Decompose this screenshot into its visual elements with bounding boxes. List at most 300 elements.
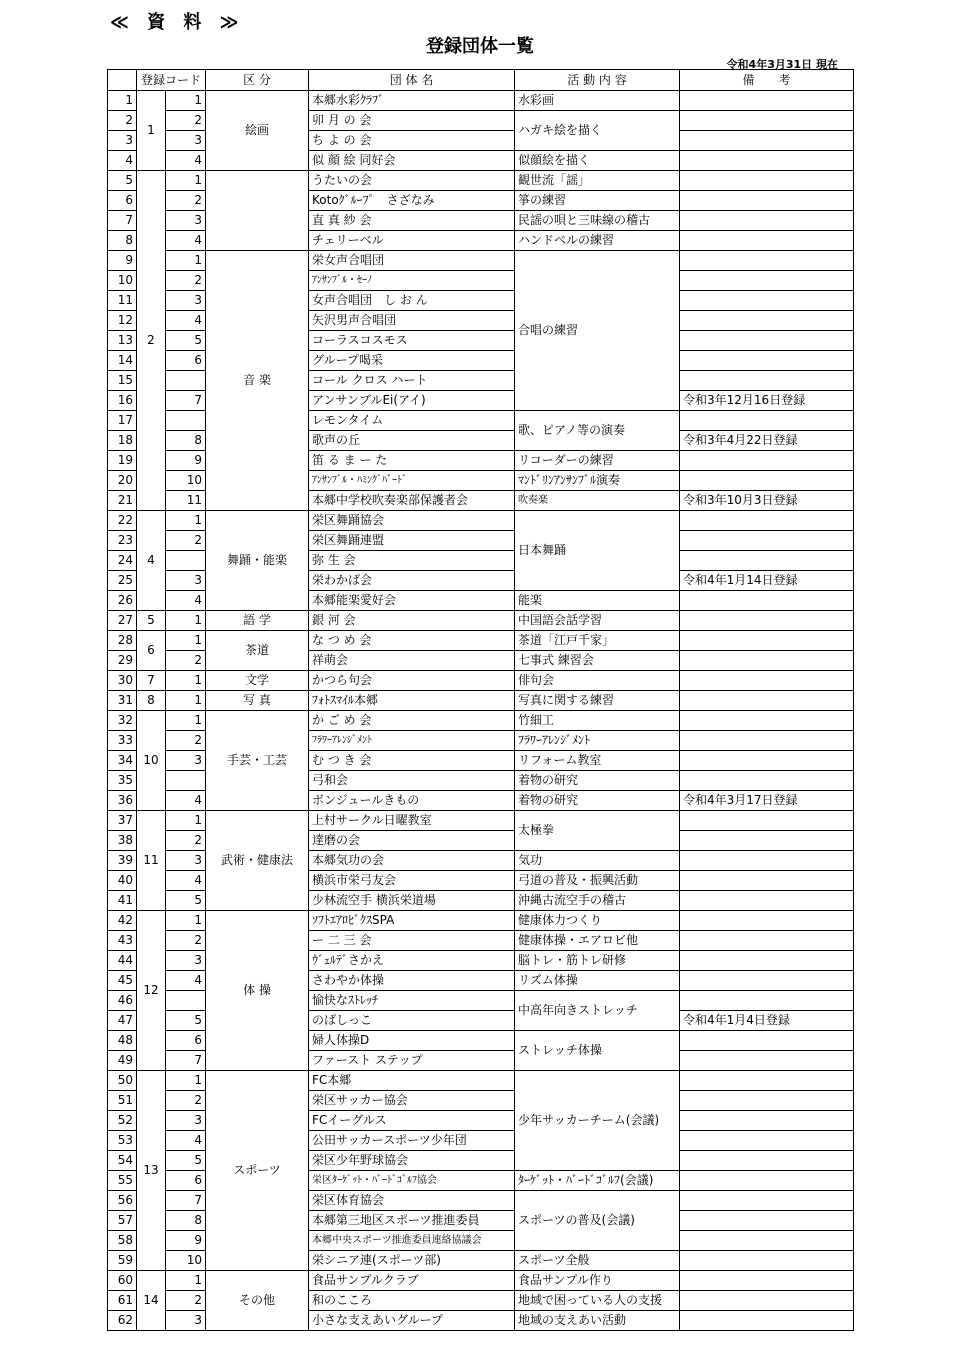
row-number: 49 [108,1051,137,1071]
sub-code: 3 [166,751,206,771]
table-row [108,91,854,111]
row-number: 6 [108,191,137,211]
table-row [108,711,854,731]
sub-code: 2 [166,531,206,551]
group-name: ﾌｫﾄｽﾏｲﾙ本郷 [309,691,515,711]
group-name: 公田サッカースポーツ少年団 [309,1131,515,1151]
sub-code: 4 [166,151,206,171]
group-name: 栄区舞踊連盟 [309,531,515,551]
sub-code: 1 [166,711,206,731]
category: 文学 [206,671,309,691]
group-name: ち よ の 会 [309,131,515,151]
activity-header: 活 動 内 容 [515,70,680,91]
row-number: 4 [108,151,137,171]
group-name: 栄区サッカー協会 [309,1091,515,1111]
activity: 竹細工 [515,711,680,731]
remarks [680,551,854,571]
group-name: コーラスコスモス [309,331,515,351]
sub-code [166,771,206,791]
group-name: Kotoｸﾞﾙｰﾌﾟ さざなみ [309,191,515,211]
row-number: 46 [108,991,137,1011]
remarks [680,311,854,331]
group-name: 本郷第三地区スポーツ推進委員 [309,1211,515,1231]
remarks [680,1191,854,1211]
table-row [108,511,854,531]
activity: リコーダーの練習 [515,451,680,471]
group-name: 栄区少年野球協会 [309,1151,515,1171]
remarks [680,351,854,371]
category: 語 学 [206,611,309,631]
category-header: 区 分 [206,70,309,91]
row-number: 15 [108,371,137,391]
remarks [680,751,854,771]
group-name: 達磨の会 [309,831,515,851]
activity: 水彩画 [515,91,680,111]
group-name: うたいの会 [309,171,515,191]
sub-code: 8 [166,431,206,451]
genre-code: 1 [137,91,166,171]
group-name: か ご め 会 [309,711,515,731]
genre-code: 5 [137,611,166,631]
remarks-header: 備 考 [680,70,854,91]
group-name: 本郷中央スポーツ推進委員連絡協議会 [309,1231,515,1251]
row-number: 41 [108,891,137,911]
group-name: ー 二 三 会 [309,931,515,951]
row-number: 26 [108,591,137,611]
activity: 地域の支えあい活動 [515,1311,680,1331]
remarks [680,1111,854,1131]
group-name: ファースト ステップ [309,1051,515,1071]
group-name: 笛 る ま ー た [309,451,515,471]
row-number: 8 [108,231,137,251]
group-name: 和のこころ [309,1291,515,1311]
table-row [108,671,854,691]
remarks: 令和4年1月4日登録 [680,1011,854,1031]
group-name: 愉快なｽﾄﾚｯﾁ [309,991,515,1011]
remarks [680,271,854,291]
remarks [680,991,854,1011]
group-name: 栄わかば会 [309,571,515,591]
row-number: 20 [108,471,137,491]
row-number: 42 [108,911,137,931]
category: 音 楽 [206,251,309,511]
group-name: 本郷気功の会 [309,851,515,871]
sub-code: 2 [166,1291,206,1311]
row-number: 47 [108,1011,137,1031]
sub-code: 2 [166,831,206,851]
group-name: な つ め 会 [309,631,515,651]
activity: 写真に関する練習 [515,691,680,711]
genre-code: 4 [137,511,166,611]
sub-code: 4 [166,791,206,811]
remarks [680,151,854,171]
group-name: 栄区ﾀｰｹﾞｯﾄ・ﾊﾞｰﾄﾞｺﾞﾙﾌ協会 [309,1171,515,1191]
activity: 似顔絵を描く [515,151,680,171]
activity: 健康体操・エアロビ他 [515,931,680,951]
row-number: 1 [108,91,137,111]
registered-groups-table [107,69,854,1331]
genre-code: 12 [137,911,166,1071]
activity: 太極拳 [515,811,680,851]
row-number: 31 [108,691,137,711]
row-number: 35 [108,771,137,791]
remarks [680,531,854,551]
remarks [680,1251,854,1271]
group-name: 弥 生 会 [309,551,515,571]
row-number: 60 [108,1271,137,1291]
group-name: 矢沢男声合唱団 [309,311,515,331]
row-number: 17 [108,411,137,431]
remarks [680,511,854,531]
remarks [680,171,854,191]
sub-code: 4 [166,311,206,331]
row-number: 44 [108,951,137,971]
group-name: ｿﾌﾄｴｱﾛﾋﾞｸｽSPA [309,911,515,931]
group-name: FC本郷 [309,1071,515,1091]
sub-code: 10 [166,1251,206,1271]
activity: スポーツの普及(会議) [515,1191,680,1251]
remarks [680,411,854,431]
sub-code: 1 [166,691,206,711]
table-row [108,251,854,271]
remarks: 令和4年3月17日登録 [680,791,854,811]
activity: 吹奏楽 [515,491,680,511]
activity: ストレッチ体操 [515,1031,680,1071]
group-name: FCイーグルス [309,1111,515,1131]
remarks [680,471,854,491]
genre-code: 11 [137,811,166,911]
remarks [680,1211,854,1231]
row-number: 24 [108,551,137,571]
row-number: 39 [108,851,137,871]
sub-code: 7 [166,1191,206,1211]
sub-code: 1 [166,251,206,271]
activity: 中高年向きストレッチ [515,991,680,1031]
table-body [108,91,854,1331]
activity: ﾌﾗﾜｰｱﾚﾝｼﾞﾒﾝﾄ [515,731,680,751]
sub-code: 4 [166,231,206,251]
sub-code: 5 [166,891,206,911]
remarks [680,211,854,231]
group-name: 卯 月 の 会 [309,111,515,131]
remarks [680,691,854,711]
remarks [680,631,854,651]
remarks [680,1071,854,1091]
remarks [680,911,854,931]
row-number: 33 [108,731,137,751]
row-number: 54 [108,1151,137,1171]
sub-code: 1 [166,91,206,111]
row-number: 9 [108,251,137,271]
remarks: 令和3年4月22日登録 [680,431,854,451]
genre-code: 8 [137,691,166,711]
code-header: 登録コード [137,70,206,91]
sub-code: 3 [166,291,206,311]
activity: リフォーム教室 [515,751,680,771]
sub-code: 1 [166,1271,206,1291]
activity: ﾏﾝﾄﾞﾘﾝｱﾝｻﾝﾌﾞﾙ演奏 [515,471,680,491]
group-name: 栄区舞踊協会 [309,511,515,531]
group-name: 食品サンプルクラブ [309,1271,515,1291]
remarks [680,811,854,831]
sub-code: 2 [166,111,206,131]
group-name: ｱﾝｻﾝﾌﾞﾙ・ｾｰﾉ [309,271,515,291]
genre-code: 10 [137,711,166,811]
remarks [680,1131,854,1151]
group-name: アンサンブルEi(アイ) [309,391,515,411]
row-number: 43 [108,931,137,951]
group-name: 小さな支えあいグループ [309,1311,515,1331]
group-name: 栄シニア連(スポーツ部) [309,1251,515,1271]
activity: 中国語会話学習 [515,611,680,631]
remarks [680,771,854,791]
row-number: 32 [108,711,137,731]
group-name: む つ き 会 [309,751,515,771]
remarks [680,91,854,111]
row-number: 19 [108,451,137,471]
sub-code: 3 [166,571,206,591]
activity: 民謡の唄と三味線の稽古 [515,211,680,231]
remarks [680,711,854,731]
sub-code: 6 [166,1031,206,1051]
table-row [108,611,854,631]
sub-code: 2 [166,1091,206,1111]
group-name: ボンジュールきもの [309,791,515,811]
remarks [680,371,854,391]
sub-code: 6 [166,1171,206,1191]
remarks [680,191,854,211]
sub-code: 6 [166,351,206,371]
remarks [680,931,854,951]
sub-code: 3 [166,211,206,231]
table-row [108,1271,854,1291]
genre-code: 7 [137,671,166,691]
remarks [680,1231,854,1251]
group-name: さわやか体操 [309,971,515,991]
activity: ﾀｰｹﾞｯﾄ・ﾊﾞｰﾄﾞｺﾞﾙﾌ(会議) [515,1171,680,1191]
sub-code: 1 [166,631,206,651]
row-number: 57 [108,1211,137,1231]
sub-code: 1 [166,671,206,691]
remarks [680,671,854,691]
row-number: 45 [108,971,137,991]
row-number: 30 [108,671,137,691]
activity: 俳句会 [515,671,680,691]
remarks [680,231,854,251]
row-number: 14 [108,351,137,371]
genre-code: 6 [137,631,166,671]
sub-code: 4 [166,591,206,611]
activity: 気功 [515,851,680,871]
remarks [680,731,854,751]
activity: 地域で困っている人の支援 [515,1291,680,1311]
sub-code: 1 [166,511,206,531]
sub-code: 1 [166,611,206,631]
remarks [680,1271,854,1291]
activity: リズム体操 [515,971,680,991]
activity: 観世流「謡」 [515,171,680,191]
category: 手芸・工芸 [206,711,309,811]
sub-code: 3 [166,851,206,871]
remarks [680,831,854,851]
group-name: 銀 河 会 [309,611,515,631]
group-name: 上村サークル日曜教室 [309,811,515,831]
sub-code: 1 [166,811,206,831]
group-name: コール クロス ハート [309,371,515,391]
row-number: 62 [108,1311,137,1331]
sub-code [166,411,206,431]
activity: ハンドベルの練習 [515,231,680,251]
activity: スポーツ全般 [515,1251,680,1271]
row-number: 12 [108,311,137,331]
remarks [680,111,854,131]
remarks [680,131,854,151]
row-number: 29 [108,651,137,671]
sub-code: 1 [166,1071,206,1091]
activity: 箏の練習 [515,191,680,211]
remarks [680,1311,854,1331]
remarks [680,451,854,471]
group-name: 祥萌会 [309,651,515,671]
row-number: 18 [108,431,137,451]
row-number: 13 [108,331,137,351]
group-name: 本郷中学校吹奏楽部保護者会 [309,491,515,511]
sub-code: 10 [166,471,206,491]
group-name: 本郷能楽愛好会 [309,591,515,611]
group-name: ｱﾝｻﾝﾌﾞﾙ・ﾊﾐﾝｸﾞﾊﾞｰﾄﾞ [309,471,515,491]
category: その他 [206,1271,309,1331]
activity: 食品サンプル作り [515,1271,680,1291]
sub-code: 3 [166,1311,206,1331]
remarks [680,251,854,271]
sub-code: 4 [166,971,206,991]
row-number: 40 [108,871,137,891]
remarks: 令和3年12月16日登録 [680,391,854,411]
row-number: 53 [108,1131,137,1151]
row-number: 16 [108,391,137,411]
sub-code: 9 [166,1231,206,1251]
row-number: 61 [108,1291,137,1311]
table-row [108,1071,854,1091]
row-number: 25 [108,571,137,591]
sub-code [166,371,206,391]
row-number: 34 [108,751,137,771]
sub-code: 5 [166,1151,206,1171]
group-name: チェリーベル [309,231,515,251]
remarks [680,651,854,671]
sub-code: 3 [166,1111,206,1131]
activity: 茶道「江戸千家」 [515,631,680,651]
sub-code: 3 [166,951,206,971]
row-number: 38 [108,831,137,851]
activity: 脳トレ・筋トレ研修 [515,951,680,971]
row-number: 37 [108,811,137,831]
row-number: 22 [108,511,137,531]
group-name: レモンタイム [309,411,515,431]
row-number: 52 [108,1111,137,1131]
row-number: 3 [108,131,137,151]
category: 舞踊・能楽 [206,511,309,611]
group-name: グループ喝采 [309,351,515,371]
group-name-header: 団 体 名 [309,70,515,91]
row-number: 11 [108,291,137,311]
remarks [680,1051,854,1071]
row-number-header [108,70,137,91]
sub-code: 1 [166,171,206,191]
category: スポーツ [206,1071,309,1271]
row-number: 10 [108,271,137,291]
sub-code: 2 [166,271,206,291]
activity: 健康体力つくり [515,911,680,931]
group-name: ﾌﾗﾜｰｱﾚﾝｼﾞﾒﾝﾄ [309,731,515,751]
group-name: 栄区体育協会 [309,1191,515,1211]
row-number: 55 [108,1171,137,1191]
category: 写 真 [206,691,309,711]
activity: 日本舞踊 [515,511,680,591]
sub-code: 8 [166,1211,206,1231]
sub-code [166,551,206,571]
table-row [108,171,854,191]
remarks [680,951,854,971]
sub-code [166,991,206,1011]
category: 体 操 [206,911,309,1071]
remarks [680,1171,854,1191]
remarks: 令和4年1月14日登録 [680,571,854,591]
table-row [108,911,854,931]
activity: 沖縄古流空手の稽古 [515,891,680,911]
activity: 能楽 [515,591,680,611]
activity: 合唱の練習 [515,251,680,411]
group-name: ｳﾞｪﾙﾃﾞさかえ [309,951,515,971]
group-name: かつら句会 [309,671,515,691]
row-number: 2 [108,111,137,131]
sub-code: 4 [166,1131,206,1151]
activity: 着物の研究 [515,771,680,791]
sub-code: 7 [166,391,206,411]
group-name: 横浜市栄弓友会 [309,871,515,891]
document-section-label: ≪ 資 料 ≫ [110,12,245,33]
activity: 着物の研究 [515,791,680,811]
remarks [680,971,854,991]
row-number: 7 [108,211,137,231]
table-row [108,691,854,711]
sub-code: 3 [166,131,206,151]
sub-code: 9 [166,451,206,471]
sub-code: 7 [166,1051,206,1071]
group-name: 女声合唱団 し お ん [309,291,515,311]
sub-code: 4 [166,871,206,891]
row-number: 28 [108,631,137,651]
remarks: 令和3年10月3日登録 [680,491,854,511]
activity: 少年サッカーチーム(会議) [515,1071,680,1171]
row-number: 5 [108,171,137,191]
row-number: 48 [108,1031,137,1051]
remarks [680,891,854,911]
sub-code: 5 [166,331,206,351]
remarks [680,1031,854,1051]
remarks [680,1291,854,1311]
row-number: 56 [108,1191,137,1211]
group-name: 婦人体操D [309,1031,515,1051]
category: 茶道 [206,631,309,671]
table-row [108,811,854,831]
remarks [680,611,854,631]
remarks [680,1091,854,1111]
group-name: 似 顔 絵 同好会 [309,151,515,171]
activity: 歌、ピアノ等の演奏 [515,411,680,451]
sub-code: 1 [166,911,206,931]
row-number: 50 [108,1071,137,1091]
